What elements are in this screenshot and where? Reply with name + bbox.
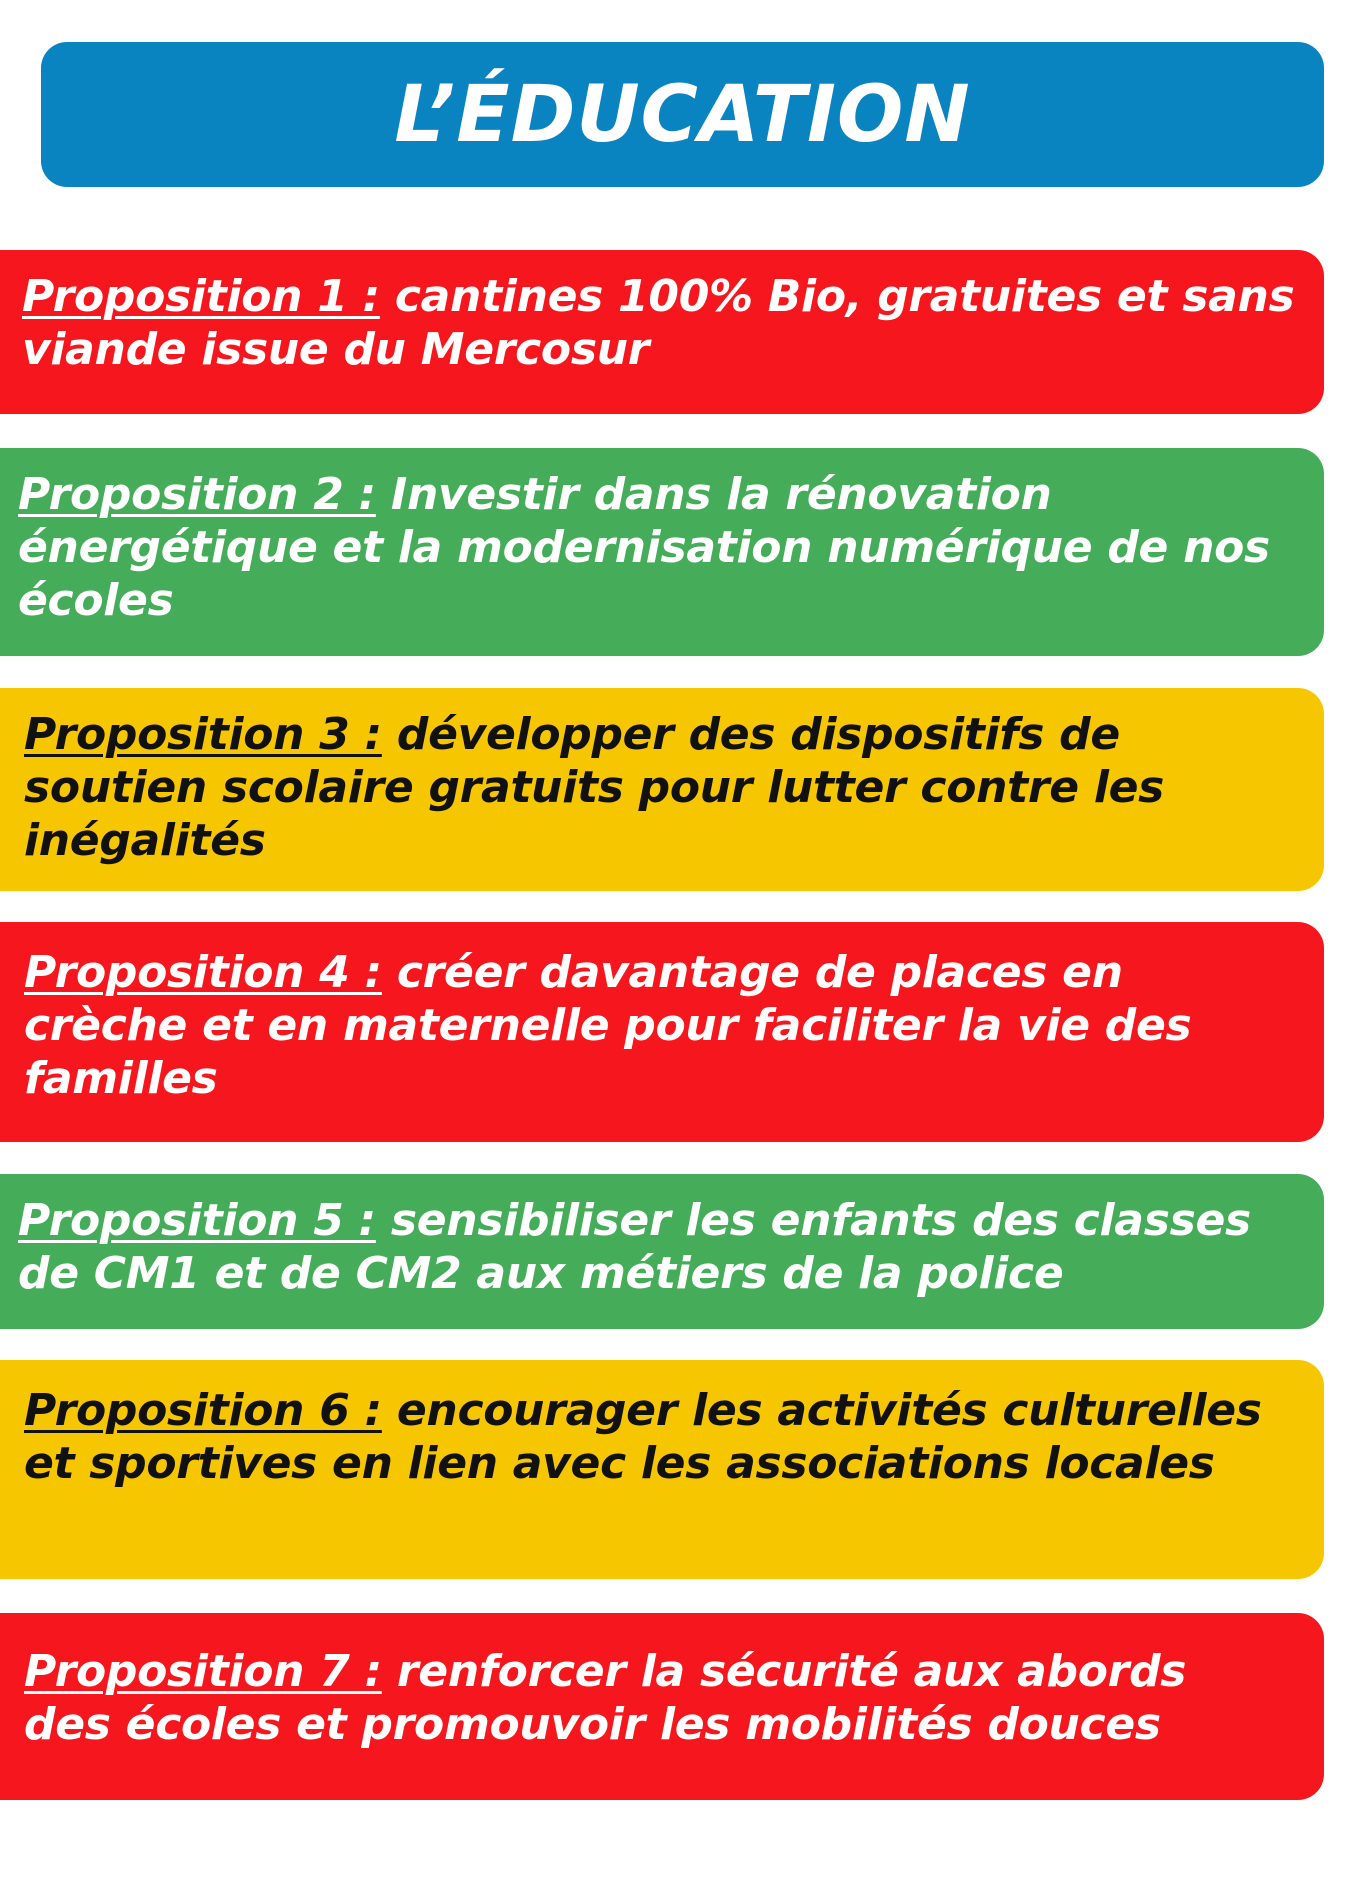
proposition-label: Proposition 4 :: [24, 947, 382, 998]
proposition-card-5: [0, 1174, 1324, 1329]
proposition-text-7: [24, 1645, 1284, 1751]
proposition-card-1: [0, 250, 1324, 414]
proposition-description: encourager les activités culturelles et sportives en lien avec les associations locales: [24, 1385, 1262, 1489]
proposition-card-4: [0, 922, 1324, 1142]
title-banner: [41, 42, 1324, 187]
proposition-label: Proposition 1 :: [22, 271, 380, 322]
page-title: L’ÉDUCATION: [394, 69, 971, 160]
proposition-text-5: [18, 1194, 1318, 1300]
proposition-label: Proposition 5 :: [18, 1195, 376, 1246]
proposition-card-3: [0, 688, 1324, 891]
proposition-card-7: [0, 1613, 1324, 1800]
proposition-description: créer davantage de places en crèche et en maternelle pour faciliter la vie des familles: [24, 947, 1192, 1104]
proposition-text-4: [24, 946, 1254, 1105]
proposition-label: Proposition 2 :: [18, 469, 376, 520]
proposition-description: cantines 100% Bio, gratuites et sans viande issue du Mercosur: [22, 271, 1295, 375]
proposition-description: renforcer la sécurité aux abords des écoles et promouvoir les mobilités douces: [24, 1646, 1187, 1750]
proposition-text-1: [22, 270, 1302, 376]
proposition-description: sensibiliser les enfants des classes de CM1 et de CM2 aux métiers de la police: [18, 1195, 1251, 1299]
proposition-text-3: [24, 708, 1264, 867]
proposition-label: Proposition 3 :: [24, 709, 382, 760]
proposition-description: Investir dans la rénovation énergétique et la modernisation numérique de nos écoles: [18, 469, 1270, 626]
proposition-card-2: [0, 448, 1324, 656]
proposition-label: Proposition 7 :: [24, 1646, 382, 1697]
proposition-card-6: [0, 1360, 1324, 1579]
proposition-text-2: [18, 468, 1318, 627]
proposition-label: Proposition 6 :: [24, 1385, 382, 1436]
proposition-description: développer des dispositifs de soutien scolaire gratuits pour lutter contre les inégalités: [24, 709, 1165, 866]
proposition-text-6: [24, 1384, 1324, 1490]
